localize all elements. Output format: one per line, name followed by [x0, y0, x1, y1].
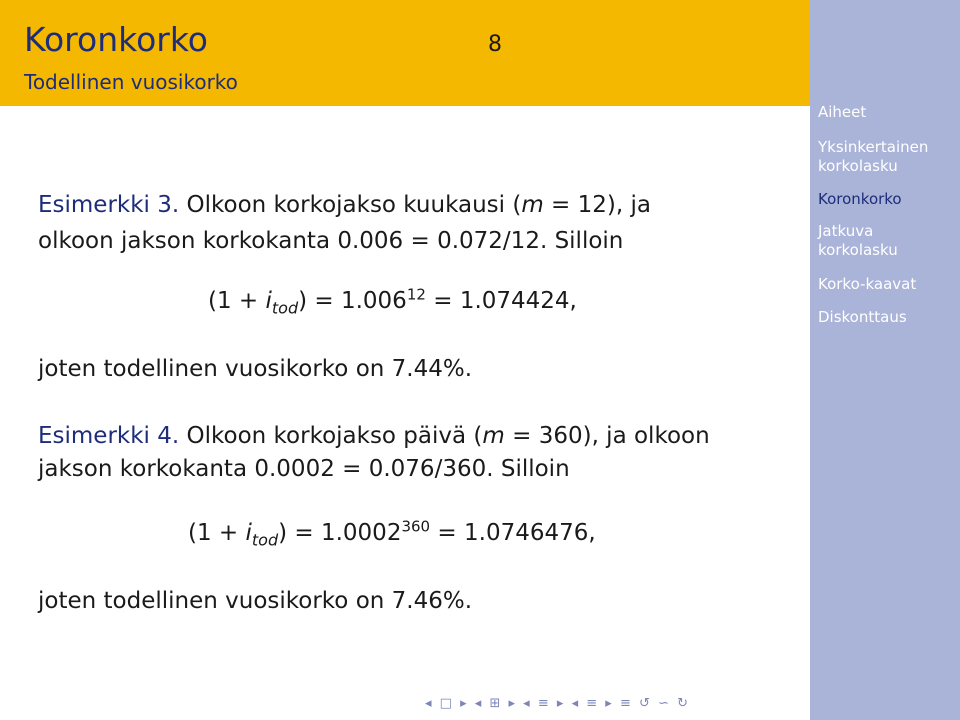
sidebar-item-diskonttaus[interactable]: Diskonttaus — [818, 308, 907, 326]
nav-forward-icon[interactable]: ↻ — [677, 696, 689, 711]
sidebar-item-koronkorko[interactable]: Koronkorko — [818, 190, 902, 208]
example4-line2: jakson korkokanta 0.0002 = 0.076/360. Silloin — [38, 456, 570, 482]
nav-subsection-icon[interactable]: ≡ — [537, 696, 550, 711]
nav-next-subsection-icon[interactable]: ▸ — [556, 696, 565, 711]
example3-conclusion: joten todellinen vuosikorko on 7.44%. — [38, 356, 473, 382]
nav-prev-subsection-icon[interactable]: ◂ — [523, 696, 531, 711]
sidebar-item-yksinkertainen-korkolasku[interactable]: Yksinkertainen korkolasku — [818, 138, 929, 175]
nav-back-icon[interactable]: ↺ — [639, 696, 651, 711]
nav-document-icon[interactable]: ≡ — [619, 696, 632, 711]
nav-search-icon[interactable]: ∽ — [658, 696, 670, 711]
slide-header — [0, 0, 810, 106]
nav-slide-icon[interactable]: ⊞ — [489, 696, 502, 711]
slide-title: Koronkorko — [24, 20, 208, 59]
sidebar — [810, 0, 960, 720]
example3-equation: $(1 + i_{tod}) = 1.006^{12} = 1.074424$, — [208, 285, 577, 318]
slide-subtitle: Todellinen vuosikorko — [24, 70, 238, 94]
example3-line1: Esimerkki 3. Olkoon korkojakso kuukausi (m = 12), ja — [38, 192, 651, 218]
nav-section-icon[interactable]: ≡ — [586, 696, 599, 711]
nav-next-slide-icon[interactable]: ▸ — [508, 696, 517, 711]
example3-line2: olkoon jakson korkokanta 0.006 = 0.072/12. Silloin — [38, 228, 624, 254]
nav-prev-section-icon[interactable]: ◂ — [571, 696, 580, 711]
example4-conclusion: joten todellinen vuosikorko on 7.46%. — [38, 588, 473, 614]
nav-next-section-icon[interactable]: ▸ — [605, 696, 613, 711]
nav-frame-icon[interactable]: □ — [439, 696, 453, 711]
nav-prev-slide-icon[interactable]: ◂ — [474, 696, 483, 711]
sidebar-item-korko-kaavat[interactable]: Korko-kaavat — [818, 275, 917, 293]
nav-prev-frame-icon[interactable]: ◂ — [425, 696, 433, 711]
sidebar-item-jatkuva-korkolasku[interactable]: Jatkuva korkolasku — [818, 222, 898, 259]
example4-equation: $(1 + i_{tod}) = 1.0002^{360} = 1.0746476$, — [188, 517, 596, 550]
example4-line1: Esimerkki 4. Olkoon korkojakso päivä (m = 360), ja olkoon — [38, 423, 710, 449]
example3-label: Esimerkki 3. — [38, 192, 180, 218]
sidebar-item-aiheet[interactable]: Aiheet — [818, 103, 867, 121]
slide-number: 8 — [488, 32, 502, 57]
navigation-bar — [425, 696, 691, 711]
nav-next-frame-icon[interactable]: ▸ — [460, 696, 468, 711]
example4-label: Esimerkki 4. — [38, 423, 180, 449]
